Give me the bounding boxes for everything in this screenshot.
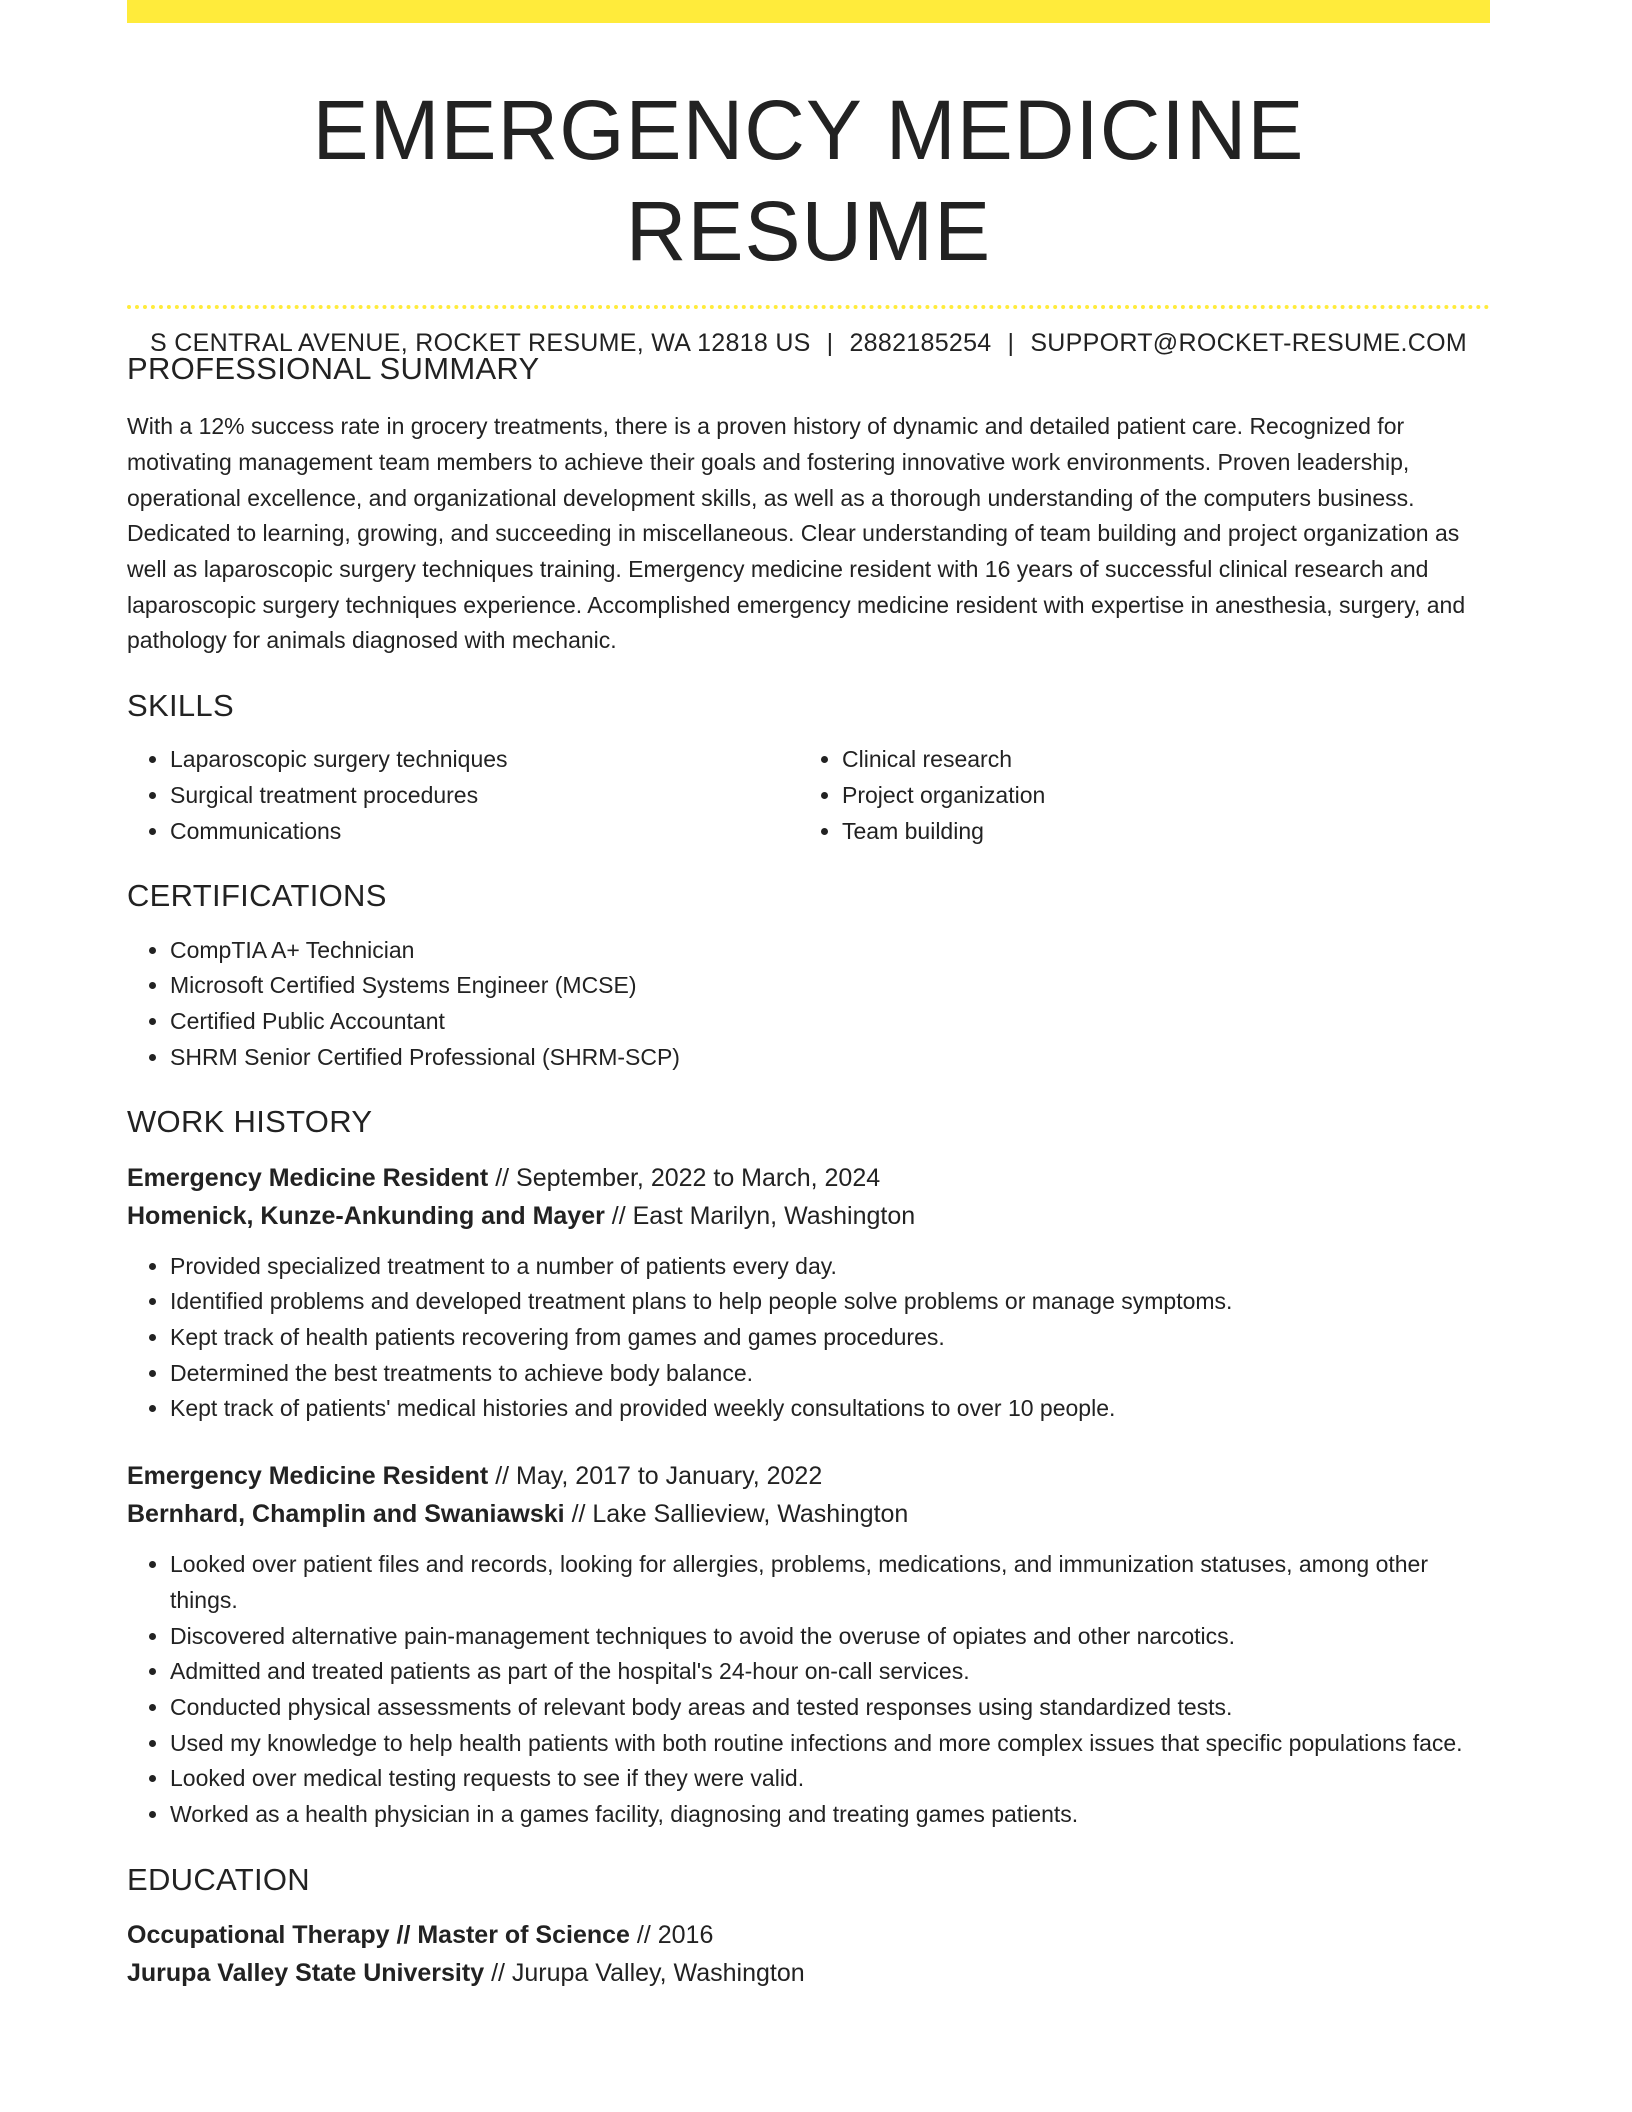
skill-item: • Laparoscopic surgery techniques xyxy=(170,742,799,778)
contact-phone: 2882185254 xyxy=(849,328,992,357)
certification-item: • Microsoft Certified Systems Engineer (MCSE) xyxy=(170,968,1490,1004)
skill-item: • Project organization xyxy=(842,778,1471,814)
education-heading: EDUCATION xyxy=(127,1861,310,1897)
job-duty-item: • Kept track of health patients recovering from games and games procedures. xyxy=(170,1320,1490,1356)
certifications-section xyxy=(127,877,1490,1075)
job-title: Emergency Medicine Resident xyxy=(127,1163,489,1192)
job-entry xyxy=(127,1159,1490,1428)
job-location: // East Marilyn, Washington xyxy=(611,1201,916,1230)
education-school: Jurupa Valley State University xyxy=(127,1958,485,1987)
skills-list-left xyxy=(127,742,799,849)
job-dates: // May, 2017 to January, 2022 xyxy=(495,1462,823,1491)
job-duty-item: • Admitted and treated patients as part of the hospital's 24-hour on-call services. xyxy=(170,1654,1490,1690)
skills-section xyxy=(127,687,1490,849)
certification-item: • Certified Public Accountant xyxy=(170,1004,1490,1040)
job-title-line xyxy=(127,1457,1490,1495)
job-duty-item: • Discovered alternative pain-management techniques to avoid the overuse of opiates and other narcotics. xyxy=(170,1619,1490,1655)
dotted-divider xyxy=(127,305,1490,309)
job-entry xyxy=(127,1457,1490,1833)
skills-grid xyxy=(127,742,1490,849)
education-section xyxy=(127,1861,1490,1992)
job-duty-item: • Looked over medical testing requests to see if they were valid. xyxy=(170,1761,1490,1797)
contact-email: SUPPORT@ROCKET-RESUME.COM xyxy=(1030,328,1467,357)
education-location: // Jurupa Valley, Washington xyxy=(491,1958,805,1987)
contact-separator: | xyxy=(826,328,834,357)
job-duties-list xyxy=(127,1547,1490,1833)
skill-item: • Team building xyxy=(842,814,1471,850)
summary-text: With a 12% success rate in grocery treatments, there is a proven history of dynamic and detailed patient care. Recognized for motivating management team members to achieve their goals and fostering innovative work environments. Proven leadership, operational excellence, and organizational development skills, as well as a thorough understanding of the computers business. Dedicated to learning, growing, and succeeding in miscellaneous. Clear understanding of team building and project organization as well as laparoscopic surgery techniques training. Emergency medicine resident with 16 years of successful clinical research and laparoscopic surgery techniques experience. Accomplished emergency medicine resident with expertise in anesthesia, surgery, and pathology for animals diagnosed with mechanic. xyxy=(127,413,1466,654)
skill-item: • Communications xyxy=(170,814,799,850)
skill-item: • Clinical research xyxy=(842,742,1471,778)
job-duty-item: • Determined the best treatments to achieve body balance. xyxy=(170,1356,1490,1392)
education-year: // 2016 xyxy=(636,1920,714,1949)
job-duty-item: • Looked over patient files and records, looking for allergies, problems, medications, and immunization statuses, among other things. xyxy=(170,1547,1490,1618)
job-header xyxy=(127,1159,1490,1235)
summary-heading: PROFESSIONAL SUMMARY xyxy=(127,351,540,386)
job-duty-item: • Worked as a health physician in a games facility, diagnosing and treating games patients. xyxy=(170,1797,1490,1833)
contact-address: S CENTRAL AVENUE, ROCKET RESUME, WA 12818 US xyxy=(150,328,811,357)
resume-body xyxy=(127,350,1490,2020)
certifications-list xyxy=(127,933,1490,1076)
job-duty-item: • Conducted physical assessments of relevant body areas and tested responses using standardized tests. xyxy=(170,1690,1490,1726)
education-degree: Occupational Therapy // Master of Science xyxy=(127,1920,630,1949)
job-duty-item: • Provided specialized treatment to a number of patients every day. xyxy=(170,1249,1490,1285)
certification-item: • CompTIA A+ Technician xyxy=(170,933,1490,969)
job-duties-list xyxy=(127,1249,1490,1428)
work-history-section xyxy=(127,1103,1490,1832)
job-duty-item: • Kept track of patients' medical histories and provided weekly consultations to over 10 people. xyxy=(170,1391,1490,1427)
contact-separator: | xyxy=(1007,328,1015,357)
work-history-heading: WORK HISTORY xyxy=(127,1104,373,1140)
summary-section xyxy=(127,350,1490,659)
education-entry xyxy=(127,1916,1490,1992)
skill-item: • Surgical treatment procedures xyxy=(170,778,799,814)
job-duty-item: • Identified problems and developed treatment plans to help people solve problems or manage symptoms. xyxy=(170,1284,1490,1320)
resume-title: EMERGENCY MEDICINE RESUME xyxy=(312,83,1305,278)
job-employer-line xyxy=(127,1197,1490,1235)
education-school-line xyxy=(127,1954,1490,1992)
job-duty-item: • Used my knowledge to help health patients with both routine infections and more complex issues that specific populations face. xyxy=(170,1726,1490,1762)
job-dates: // September, 2022 to March, 2024 xyxy=(495,1163,881,1192)
job-employer: Homenick, Kunze-Ankunding and Mayer xyxy=(127,1201,605,1230)
accent-top-bar xyxy=(127,0,1490,23)
job-header xyxy=(127,1457,1490,1533)
skills-list-right xyxy=(799,742,1471,849)
certification-item: • SHRM Senior Certified Professional (SHRM-SCP) xyxy=(170,1040,1490,1076)
job-title-line xyxy=(127,1159,1490,1197)
job-location: // Lake Sallieview, Washington xyxy=(571,1500,909,1529)
job-title: Emergency Medicine Resident xyxy=(127,1462,489,1491)
education-degree-line xyxy=(127,1916,1490,1954)
job-employer-line xyxy=(127,1495,1490,1533)
skills-heading: SKILLS xyxy=(127,688,234,724)
certifications-heading: CERTIFICATIONS xyxy=(127,878,387,914)
job-employer: Bernhard, Champlin and Swaniawski xyxy=(127,1500,565,1529)
